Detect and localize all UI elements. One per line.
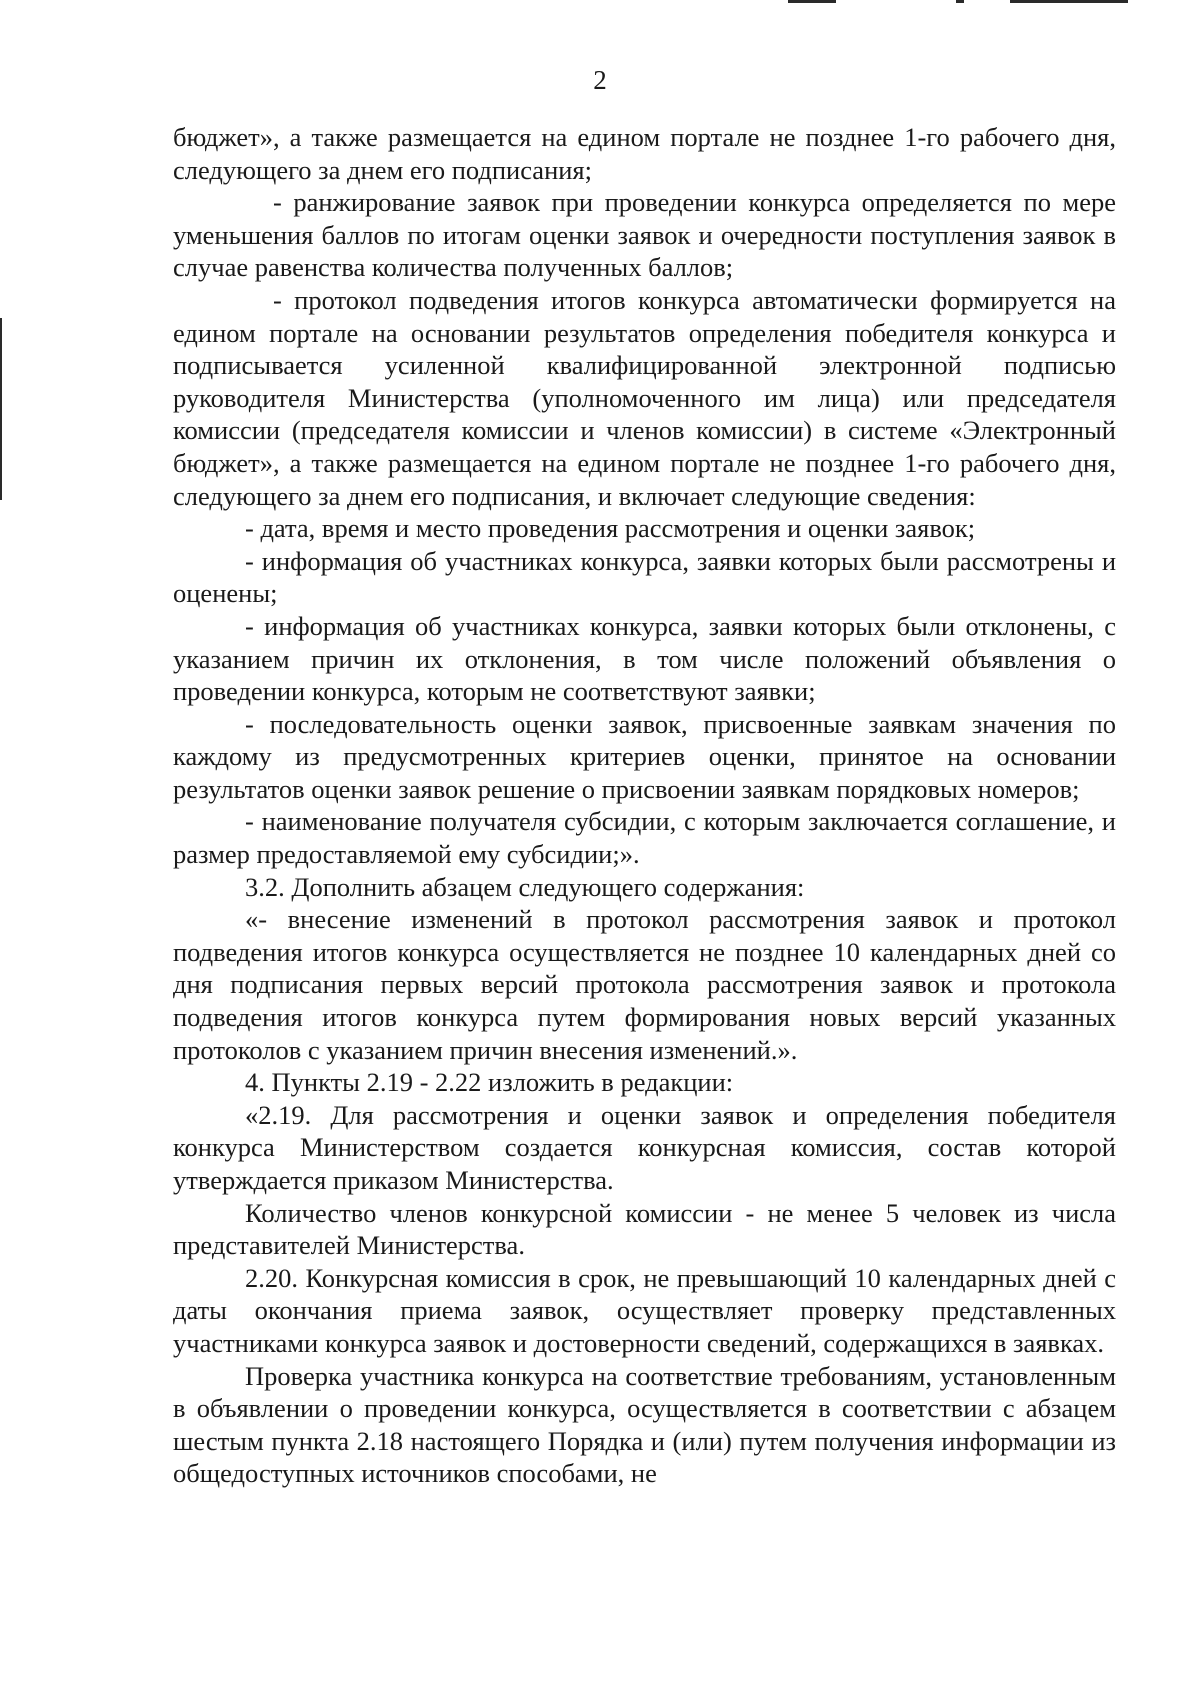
page-number: 2	[593, 65, 607, 95]
paragraph-13: Количество членов конкурсной комиссии - не менее 5 человек из числа представителей Министерства.	[173, 1197, 1116, 1261]
paragraph-10: «- внесение изменений в протокол рассмотрения заявок и протокол подведения итогов конкурса осуществляется не позднее 10 календарных дней со дня подписания первых версий протокола рассмотрения заявок и протокола подведения итогов конкурса путем формирования новых версий указанных протоколов с указанием причин внесения изменений.».	[173, 904, 1116, 1065]
scan-mark-top	[956, 0, 964, 3]
paragraph-11: 4. Пункты 2.19 - 2.22 изложить в редакции:	[245, 1067, 734, 1098]
paragraph-5: - информация об участниках конкурса, заявки которых были рассмотрены и оценены;	[173, 545, 1116, 609]
paragraph-8: - наименование получателя субсидии, с которым заключается соглашение, и размер предоставляемой ему субсидии;».	[173, 806, 1116, 870]
paragraph-6: - информация об участниках конкурса, заявки которых были отклонены, с указанием причин их отклонения, в том числе положений объявления о проведении конкурса, которым не соответствуют заявки;	[173, 610, 1116, 707]
paragraph-7: - последовательность оценки заявок, присвоенные заявкам значения по каждому из предусмотренных критериев оценки, принятое на основании результатов оценки заявок решение о присвоении заявкам порядковых номеров;	[173, 708, 1116, 804]
paragraph-12: «2.19. Для рассмотрения и оценки заявок и определения победителя конкурса Министерством создается конкурсная комиссия, состав которой утверждается приказом Министерства.	[173, 1099, 1116, 1195]
paragraph-3: - протокол подведения итогов конкурса автоматически формируется на едином портале на основании результатов определения победителя конкурса и подписывается усиленной квалифицированной электронной подписью руководителя Министерства (уполномоченного им лица) или председателя комиссии (председателя комиссии и членов комиссии) в системе «Электронный бюджет», а также размещается на едином портале не позднее 1-го рабочего дня, следующего за днем его подписания, и включает следующие сведения:	[173, 284, 1116, 511]
scan-mark-left	[0, 318, 2, 500]
paragraph-15: Проверка участника конкурса на соответствие требованиям, установленным в объявлении о проведении конкурса, осуществляется в соответствии с абзацем шестым пункта 2.18 настоящего Порядка и (или) путем получения информации из общедоступных источников способами, не	[173, 1360, 1116, 1489]
paragraph-2: - ранжирование заявок при проведении конкурса определяется по мере уменьшения баллов по итогам оценки заявок и очередности поступления заявок в случае равенства количества полученных баллов;	[173, 187, 1116, 283]
scan-mark-top	[1010, 0, 1128, 3]
scan-mark-top	[788, 0, 836, 3]
document-body	[173, 121, 1116, 1490]
paragraph-9: 3.2. Дополнить абзацем следующего содержания:	[245, 871, 805, 902]
paragraph-14: 2.20. Конкурсная комиссия в срок, не превышающий 10 календарных дней с даты окончания приема заявок, осуществляет проверку представленных участниками конкурса заявок и достоверности сведений, содержащихся в заявках.	[173, 1262, 1116, 1358]
paragraph-1: бюджет», а также размещается на едином портале не позднее 1-го рабочего дня, следующего за днем его подписания;	[173, 122, 1116, 185]
paragraph-4: - дата, время и место проведения рассмотрения и оценки заявок;	[245, 513, 976, 544]
